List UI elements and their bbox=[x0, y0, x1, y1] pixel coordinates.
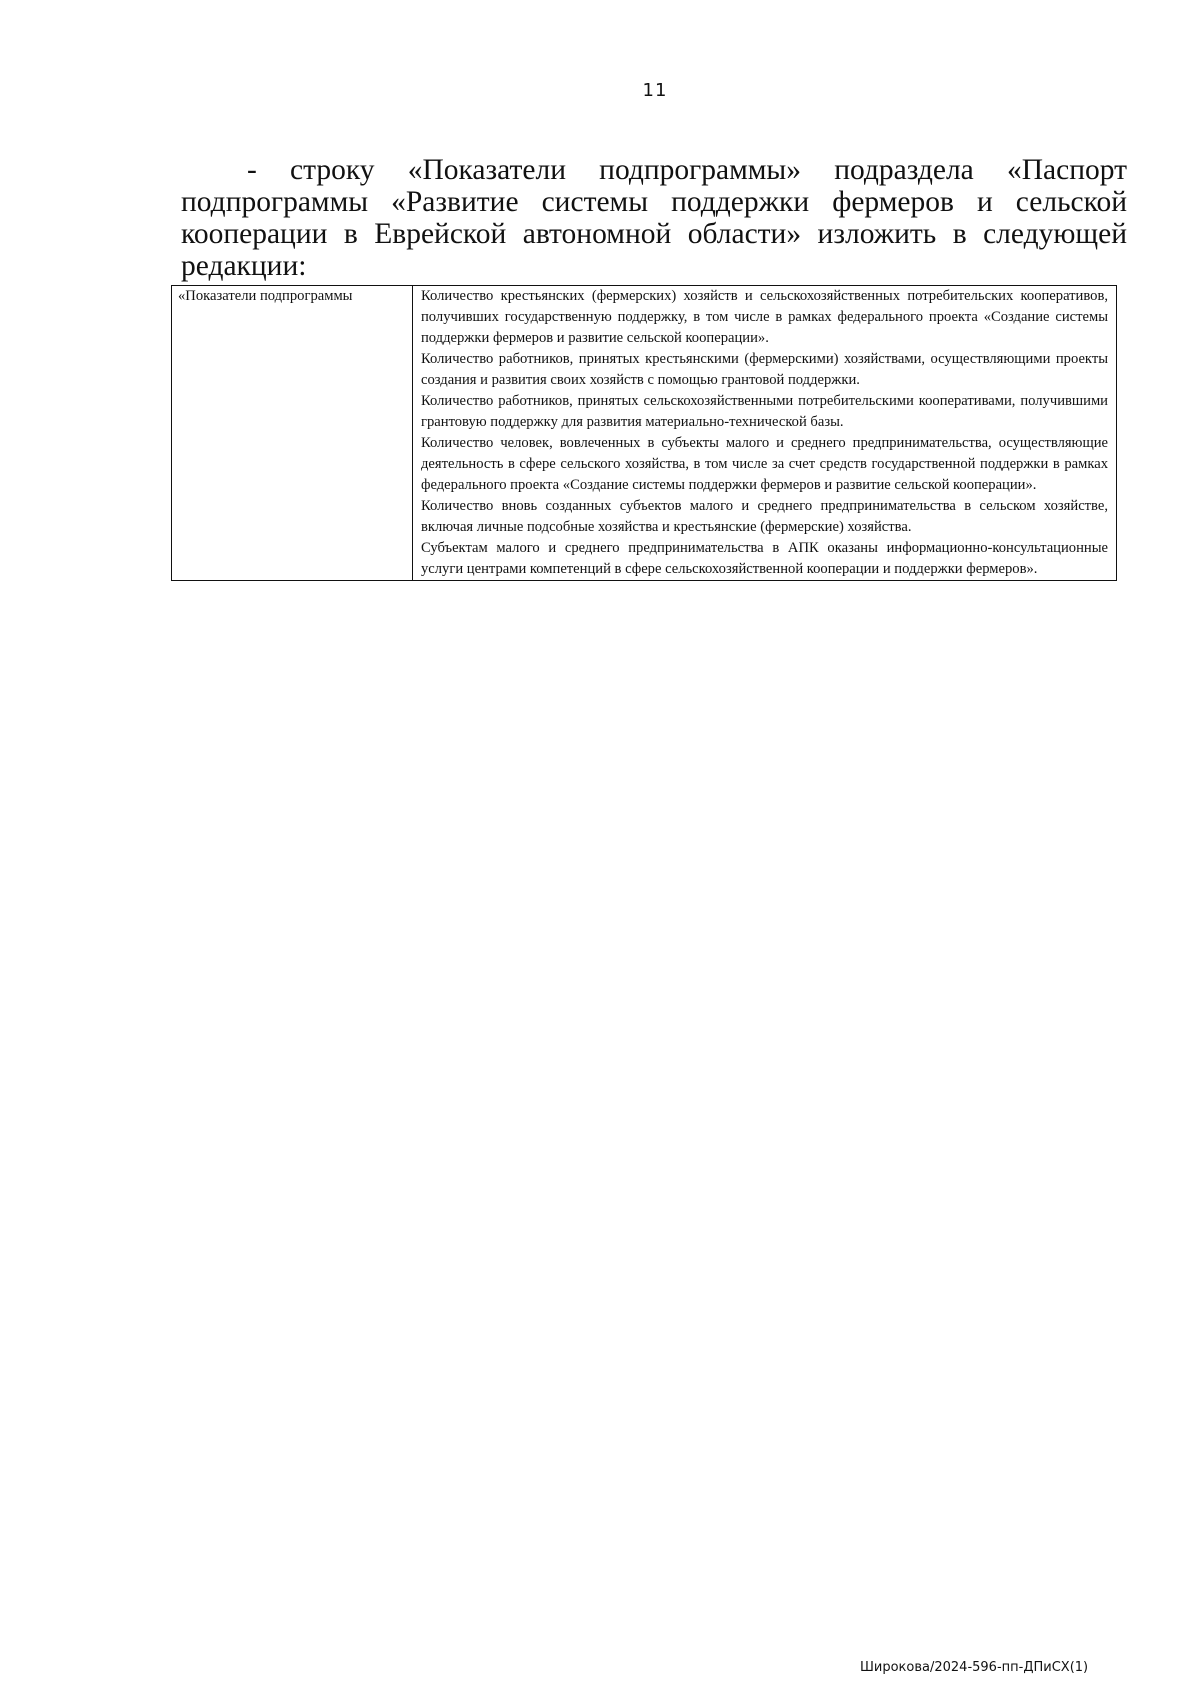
table-content-cell bbox=[413, 286, 1117, 581]
table-row bbox=[172, 286, 1117, 581]
indicator-paragraph: Количество человек, вовлеченных в субъекты малого и среднего предпринимательства, осуществляющие деятельность в сфере сельского хозяйства, в том числе за счет средств государственной поддержки в рамках федерального проекта «Создание системы поддержки фермеров и развитие сельской кооперации». bbox=[421, 435, 1108, 493]
indicator-paragraph: Количество работников, принятых сельскохозяйственными потребительскими кооперативами, получившими грантовую поддержку для развития материально-технической базы. bbox=[421, 393, 1108, 430]
table-label-cell: «Показатели подпрограммы bbox=[172, 286, 413, 581]
indicator-paragraph: Количество крестьянских (фермерских) хозяйств и сельскохозяйственных потребительских кооперативов, получивших государственную поддержку, в том числе в рамках федерального проекта «Создание системы поддержки фермеров и развитие сельской кооперации». bbox=[421, 288, 1108, 346]
page-number: 11 bbox=[642, 80, 668, 101]
intro-paragraph: - строку «Показатели подпрограммы» подраздела «Паспорт подпрограммы «Развитие системы поддержки фермеров и сельской кооперации в Еврейской автономной области» изложить в следующей редакции: bbox=[181, 153, 1127, 282]
indicator-paragraph: Количество работников, принятых крестьянскими (фермерскими) хозяйствами, осуществляющими проекты создания и развития своих хозяйств с помощью грантовой поддержки. bbox=[421, 351, 1108, 388]
indicator-paragraph: Субъектам малого и среднего предпринимательства в АПК оказаны информационно-консультационные услуги центрами компетенций в сфере сельскохозяйственной кооперации и поддержки фермеров». bbox=[421, 540, 1108, 577]
indicator-paragraph: Количество вновь созданных субъектов малого и среднего предпринимательства в сельском хозяйстве, включая личные подсобные хозяйства и крестьянские (фермерские) хозяйства. bbox=[421, 498, 1108, 535]
indicators-table bbox=[171, 285, 1117, 581]
document-code: Широкова/2024-596-пп-ДПиСХ(1) bbox=[860, 1660, 1089, 1675]
